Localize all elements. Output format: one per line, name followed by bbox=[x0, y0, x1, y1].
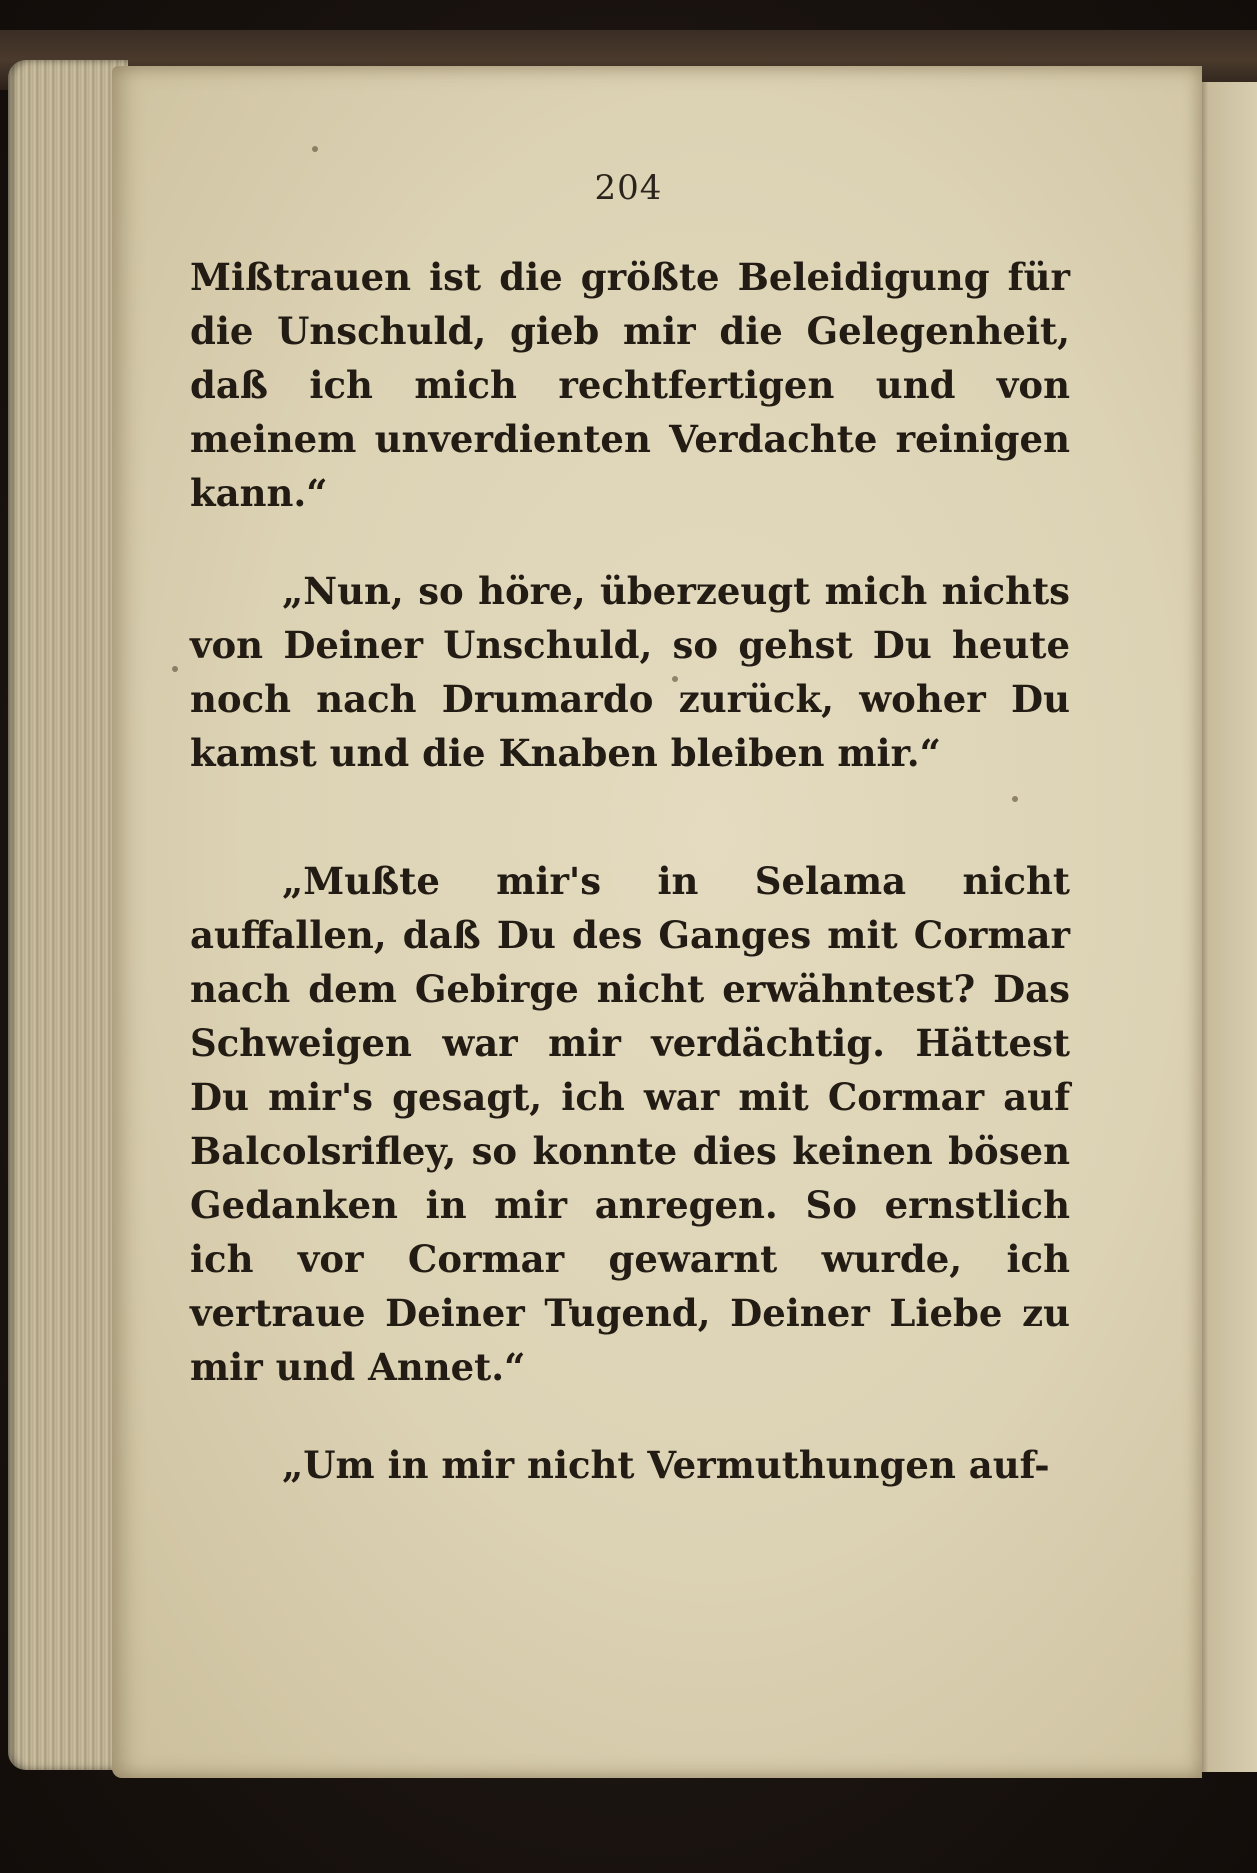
page-body-text bbox=[190, 250, 1070, 1492]
paragraph-4: „Um in mir nicht Vermuthungen auf- bbox=[282, 1443, 1050, 1487]
paper-speck bbox=[172, 666, 178, 672]
page-number: 204 bbox=[594, 168, 663, 208]
page-edges-left bbox=[8, 60, 128, 1770]
paragraph-2: „Nun, so höre, überzeugt mich nichts von Deiner Unschuld, so gehst Du heute noch nach Drumardo zurück, woher Du kamst und die Knaben bleiben mir.“ bbox=[190, 569, 1070, 775]
paper-speck bbox=[312, 146, 318, 152]
page-edge-right bbox=[1196, 82, 1257, 1772]
paragraph-1: Mißtrauen ist die größte Beleidigung für die Unschuld, gieb mir die Gelegenheit, daß ich mich rechtfertigen und von meinem unverdienten Verdachte reinigen kann.“ bbox=[190, 255, 1070, 515]
paragraph-3: „Mußte mir's in Selama nicht auffallen, daß Du des Ganges mit Cormar nach dem Gebirge nicht erwähntest? Das Schweigen war mir verdächtig. Hättest Du mir's gesagt, ich war mit Cormar auf Balcolsrifley, so konnte dies keinen bösen Gedanken in mir anregen. So ernstlich ich vor Cormar gewarnt wurde, ich vertraue Deiner Tugend, Deiner Liebe zu mir und Annet.“ bbox=[190, 859, 1070, 1389]
